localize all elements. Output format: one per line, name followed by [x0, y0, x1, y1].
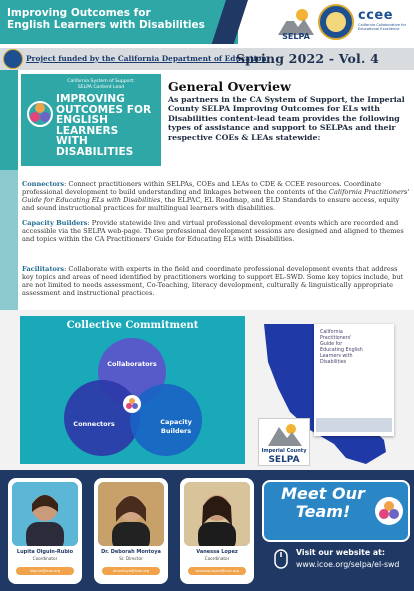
team-card — [94, 478, 168, 584]
newsletter-title — [7, 7, 229, 31]
team-card — [180, 478, 254, 584]
team-email-link[interactable]: lolguin@icoe.org — [16, 567, 74, 575]
venn-label-capacity: Capacity — [160, 418, 192, 426]
team-photo — [12, 482, 78, 546]
mouse-icon — [272, 548, 290, 570]
venn-connectors-circle — [64, 380, 140, 456]
venn-label-connectors: Connectors — [73, 420, 115, 428]
capacity-builders-label: Capacity Builders — [22, 219, 88, 227]
mountain-icon — [267, 421, 303, 447]
team-photo — [184, 482, 250, 546]
badge-title: IMPROVING OUTCOMES FOR ENGLISH LEARNERS WITH DISABILITIES — [56, 93, 152, 158]
venn-diagram — [20, 334, 245, 464]
title-line-1: Improving Outcomes for — [7, 7, 151, 19]
team-role: Sr. Director — [119, 556, 143, 561]
ccee-logo: ccee California Collaborative for Educational Excellence — [358, 8, 407, 31]
overview-heading: General Overview — [168, 79, 291, 94]
funding-link[interactable]: Project funded by the California Department of Education — [26, 54, 267, 63]
team-email-link[interactable]: vanessa.lopez@icoe.org — [188, 567, 246, 575]
website-label: Visit our website at: — [296, 548, 386, 557]
overview-body: As partners in the CA System of Support, the Imperial County SELPA Improving Outcomes for ELs with Disabilities content-lead team provides the following types of assistance and support to SELPAs and their respective COEs & LEAs statewide: — [168, 95, 405, 142]
cde-seal-small-icon — [3, 49, 23, 69]
team-name: Lupita Olguin-Rubio — [16, 549, 74, 555]
connectors-label: Connectors — [22, 180, 65, 188]
team-email-link[interactable]: dmontoya@icoe.org — [102, 567, 160, 575]
team-role: Coordinator — [32, 556, 58, 561]
connectors-paragraph: Connectors: Connect practitioners within SELPAs, COEs and LEAs to CDE & CCEE resources. Coordinate professional development to build understanding and linkages between the contents of the California Practitioners' Guide for Educating ELs with Disabilities, the ELPAC, EL Roadmap, and ELD Standards to ensure access, equity and sound instructional practices for multilingual learners with disabilities. — [22, 180, 410, 212]
issue-label: Spring 2022 - Vol. 4 — [236, 51, 380, 66]
guide-title: California Practitioners' Guide for Educating English Learners with Disabilities — [320, 330, 363, 365]
team-card — [8, 478, 82, 584]
team-role: Coordinator — [204, 556, 230, 561]
team-name: Dr. Deborah Montoya — [101, 549, 161, 555]
team-photo — [98, 482, 164, 546]
imperial-selpa-text: SELPA — [268, 455, 300, 465]
rings-emblem-icon — [26, 100, 54, 128]
team-name: Vanessa Lopez — [196, 549, 238, 555]
facilitators-paragraph: Facilitators: Collaborate with experts in the field and coordinate professional development events that address key topics and areas of need identified by practitioners working to support EL-SWD. Some key topics include, but are not limited to needs assessment, Co-Teaching, literacy development, culturally & linguistically appropriate assessment and instructional practices. — [22, 265, 404, 297]
rings-emblem-icon — [374, 496, 404, 526]
guide-footer-bar — [316, 418, 392, 432]
selpa-logo-text: SELPA — [282, 32, 310, 41]
left-strip-teal — [0, 70, 18, 170]
facilitators-label: Facilitators — [22, 265, 65, 273]
collective-commitment-title: Collective Commitment — [66, 320, 199, 331]
venn-label-collaborators: Collaborators — [107, 360, 157, 368]
imperial-county-text: Imperial County — [261, 448, 307, 454]
left-strip-light — [0, 170, 18, 310]
meet-our-team-text: Meet Our Team! — [281, 484, 365, 521]
website-link[interactable]: www.icoe.org/selpa/el-swd — [296, 560, 400, 569]
badge-subtitle: California System of Support: SELPA Content Lead — [67, 79, 135, 90]
cde-seal-icon — [318, 4, 354, 40]
title-line-2: English Learners with Disabilities — [7, 19, 205, 31]
capacity-builders-paragraph: Capacity Builders: Provide statewide live and virtual professional development events which are recorded and accessible via the SELPA web-page. These professional development sessions are designed and aligned to themes and topics within the CA Practitioners' Guide for Educating ELs with Disabilities. — [22, 219, 404, 243]
venn-label-builders: Builders — [160, 427, 192, 435]
